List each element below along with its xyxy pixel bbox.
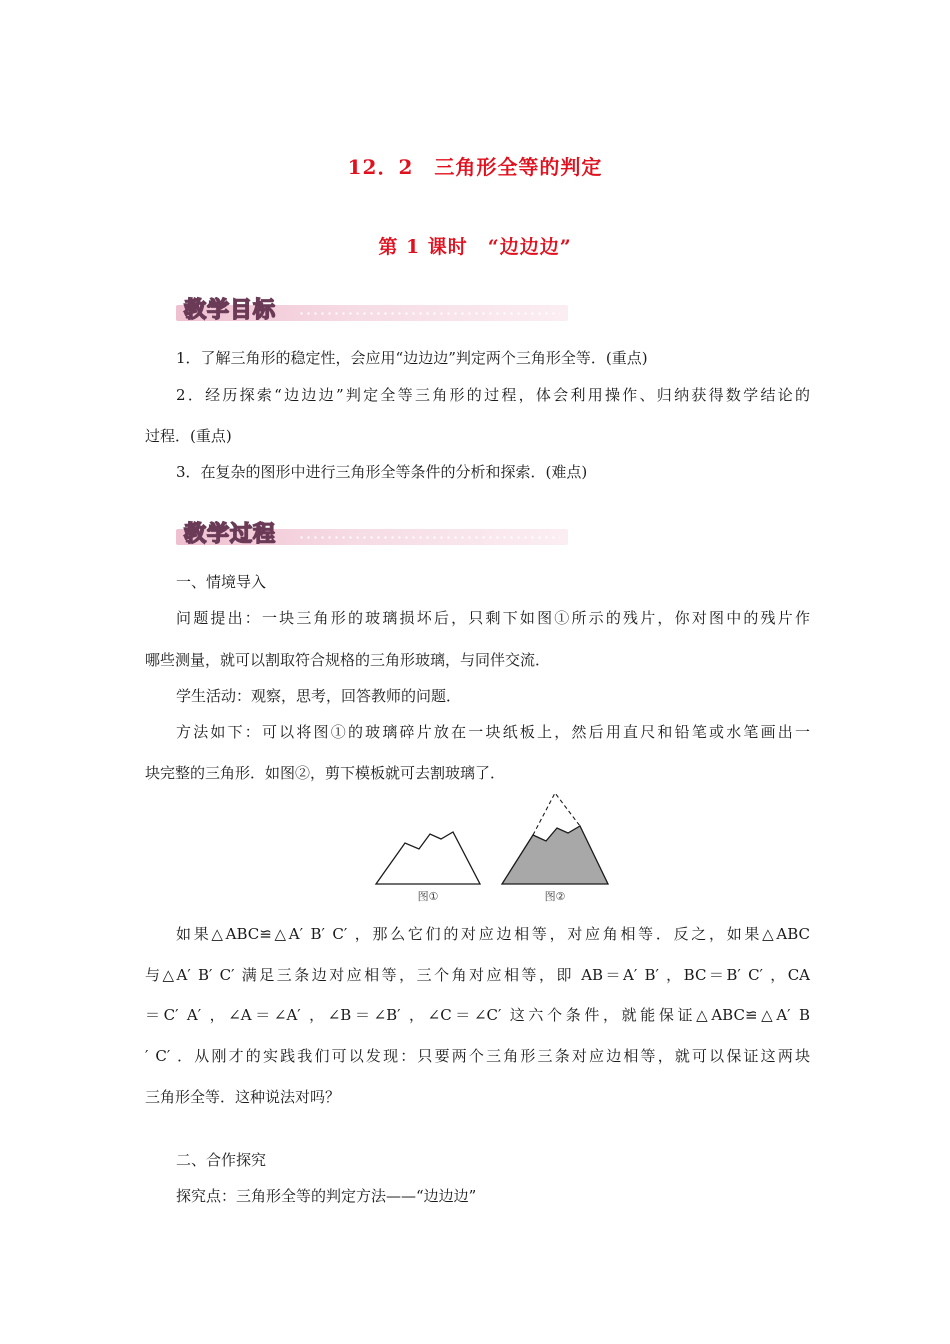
- banner-dots: [298, 312, 560, 315]
- glass-shard-outline: [376, 832, 480, 884]
- method-line-1: 方法如下：可以将图①的玻璃碎片放在一块纸板上，然后用直尺和铅笔或水笔画出一: [176, 723, 810, 741]
- glass-shard-figure: [374, 790, 610, 906]
- glass-shard-filled: [502, 826, 608, 884]
- goal-item-3: 3．在复杂的图形中进行三角形全等条件的分析和探索．(难点): [176, 463, 588, 481]
- discussion-line-4: ′ C′ ．从刚才的实践我们可以发现：只要两个三角形三条对应边相等，就可以保证这两块: [145, 1047, 810, 1065]
- activity-text: 学生活动：观察，思考，回答教师的问题．: [176, 687, 462, 705]
- goal-item-1: 1．了解三角形的稳定性，会应用“边边边”判定两个三角形全等．(重点): [176, 349, 648, 367]
- section-banner-goals: [176, 296, 568, 326]
- banner-dots: [298, 536, 560, 539]
- question-line-1: 问题提出：一块三角形的玻璃损坏后，只剩下如图①所示的残片，你对图中的残片作: [176, 609, 810, 627]
- method-line-2: 块完整的三角形．如图②，剪下模板就可去割玻璃了．: [145, 764, 506, 782]
- discussion-line-5: 三角形全等．这种说法对吗？: [145, 1088, 341, 1106]
- part1-heading: 一、情境导入: [176, 573, 267, 591]
- question-line-2: 哪些测量，就可以割取符合规格的三角形玻璃，与同伴交流．: [145, 651, 551, 669]
- discussion-line-1: 如果△ABC≌△A′ B′ C′ ，那么它们的对应边相等，对应角相等．反之，如果△ABC: [176, 925, 810, 943]
- lesson-subtitle: 第 1 课时 “边边边”: [378, 236, 572, 258]
- section-label-goals: 教学目标: [184, 298, 277, 323]
- section-label-process: 教学过程: [184, 522, 277, 547]
- goal-item-2: 2．经历探索“边边边”判定全等三角形的过程，体会利用操作、归纳获得数学结论的: [176, 386, 810, 404]
- discussion-line-3: ＝C′ A′ ，∠A＝∠A′ ，∠B＝∠B′ ，∠C＝∠C′ 这六个条件，就能保证△ABC≌△A′ B: [145, 1006, 810, 1024]
- section-banner-process: [176, 520, 568, 550]
- discussion-line-2: 与△A′ B′ C′ 满足三条边对应相等，三个角对应相等，即 AB＝A′ B′ ，BC＝B′ C′ ，CA: [145, 966, 810, 984]
- page-title: 12．2 三角形全等的判定: [347, 155, 603, 179]
- figure-2-caption: 图②: [544, 890, 566, 903]
- figure-1-caption: 图①: [417, 890, 439, 903]
- explore-point: 探究点：三角形全等的判定方法——“边边边”: [176, 1187, 477, 1205]
- part2-heading: 二、合作探究: [176, 1151, 267, 1169]
- goal-item-2-cont: 过程．(重点): [145, 427, 232, 445]
